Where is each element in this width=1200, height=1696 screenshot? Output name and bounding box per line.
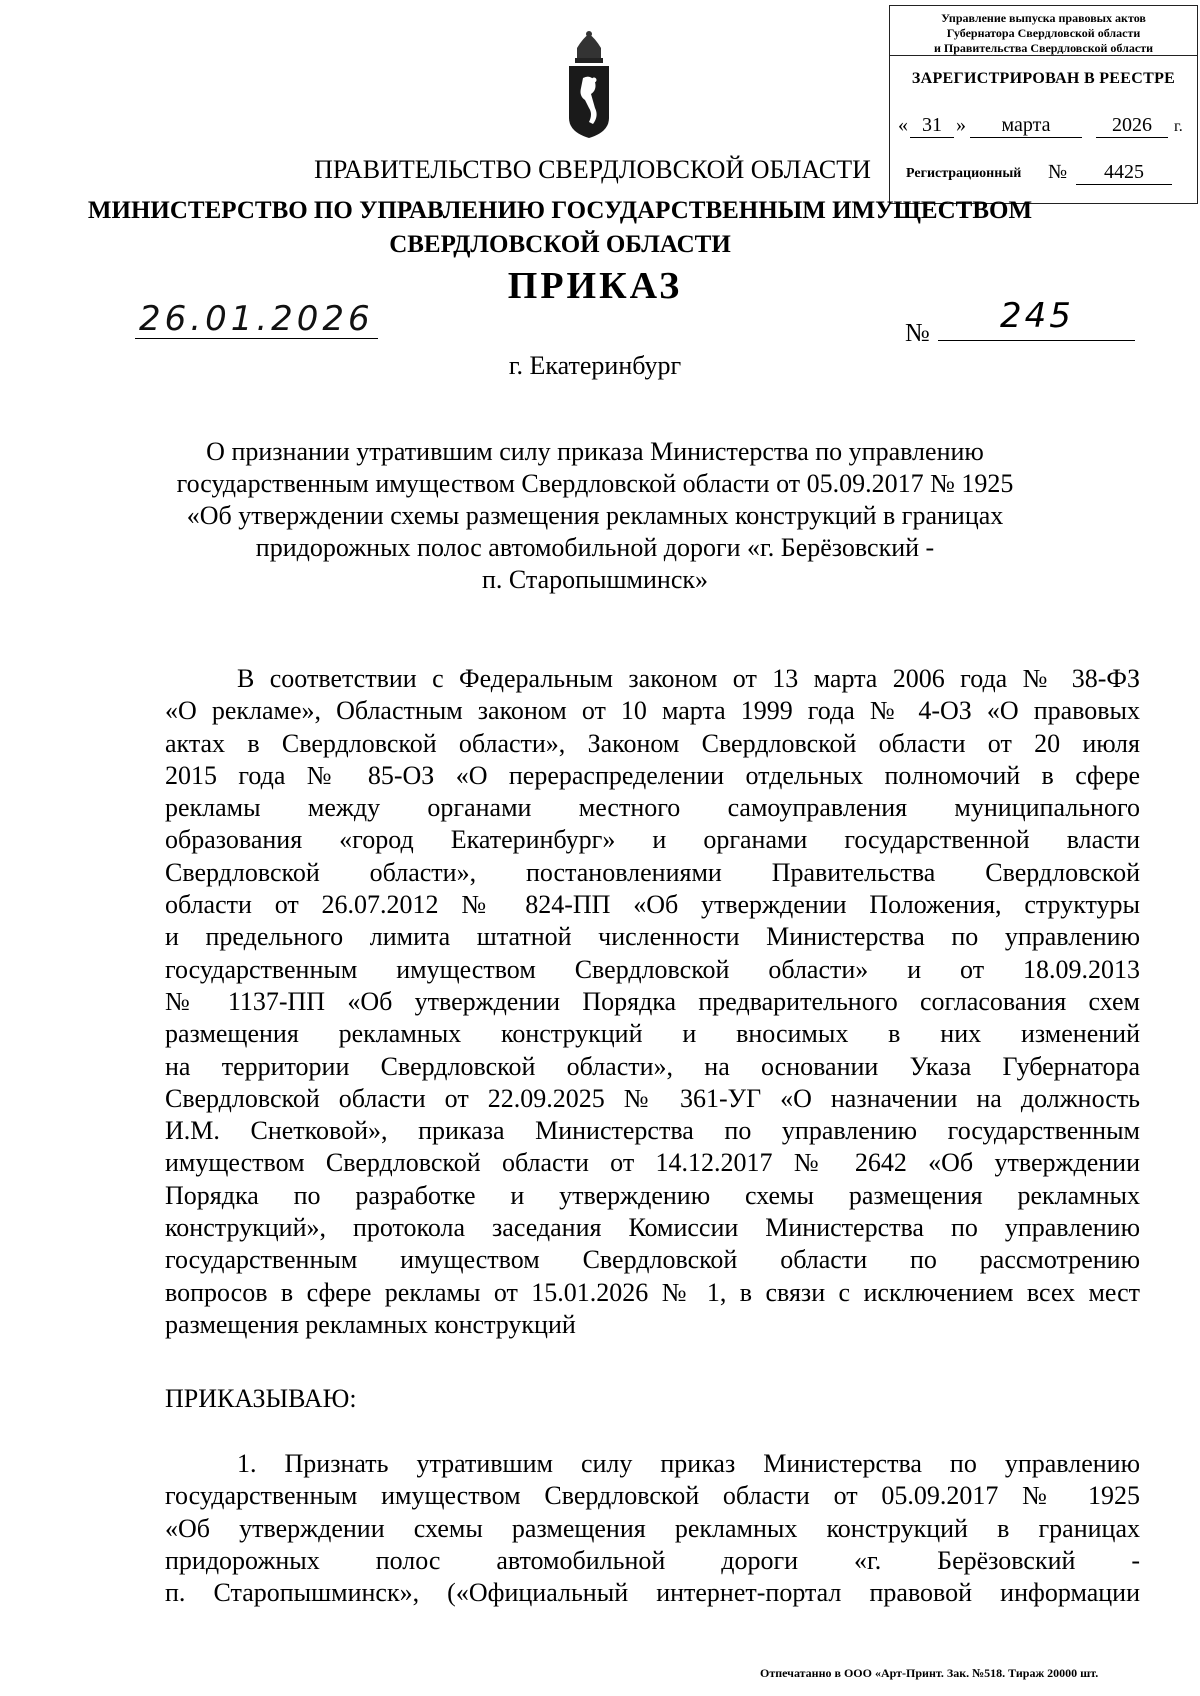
- preamble-line: рекламы между органами местного самоуправления муниципального: [165, 793, 1140, 823]
- preamble-line: имуществом Свердловской области от 14.12.2017 № 2642 «Об утверждении: [165, 1148, 1140, 1178]
- order-subject: [150, 436, 1040, 596]
- subject-line: государственным имуществом Свердловской области от 05.09.2017 № 1925: [176, 469, 1014, 498]
- preamble-line: на территории Свердловской области», на основании Указа Губернатора: [165, 1051, 1140, 1081]
- preamble-line: конструкций», протокола заседания Комиссии Министерства по управлению: [165, 1213, 1140, 1243]
- item-line: п. Старопышминск», («Официальный интернет-портал правовой информации: [165, 1578, 1140, 1608]
- stamp-reg-number: 4425: [1076, 161, 1172, 185]
- preamble-line: размещения рекламных конструкций: [165, 1309, 576, 1339]
- stamp-day: 31: [910, 114, 954, 138]
- preamble-line: В соответствии с Федеральным законом от 13 марта 2006 года № 38-ФЗ: [237, 664, 1140, 693]
- subject-line: О признании утратившим силу приказа Министерства по управлению: [206, 437, 984, 466]
- preamble-line: И.М. Снетковой», приказа Министерства по управлению государственным: [165, 1116, 1140, 1146]
- preamble-line: Свердловской области от 22.09.2025 № 361-УГ «О назначении на должность: [165, 1083, 1140, 1113]
- coat-of-arms-emblem: [563, 30, 615, 140]
- preamble-line: государственным имуществом Свердловской области» и от 18.09.2013: [165, 954, 1140, 984]
- stamp-reg-label: Регистрационный: [906, 166, 1022, 181]
- preamble-paragraph: [165, 663, 1140, 1341]
- preamble-line: Свердловской области», постановлениями Правительства Свердловской: [165, 857, 1140, 887]
- preamble-line: размещения рекламных конструкций и вносимых в них изменений: [165, 1019, 1140, 1049]
- stamp-header-line: и Правительства Свердловской области: [934, 41, 1153, 55]
- stamp-close-quote: »: [956, 114, 966, 136]
- subject-line: придорожных полос автомобильной дороги «г. Берёзовский -: [255, 533, 935, 562]
- number-label: №: [905, 318, 930, 347]
- stamp-year: 2026: [1096, 114, 1168, 138]
- item-line: государственным имуществом Свердловской области от 05.09.2017 № 1925: [165, 1481, 1140, 1511]
- stamp-header-line: Губернатора Свердловской области: [946, 26, 1141, 40]
- handwritten-date: 26.01.2026: [135, 300, 378, 339]
- preamble-line: государственным имуществом Свердловской области по рассмотрению: [165, 1245, 1140, 1275]
- handwritten-number: 245: [1000, 296, 1074, 336]
- preamble-line: 2015 года № 85-ОЗ «О перераспределении отдельных полномочий в сфере: [165, 760, 1140, 790]
- preamble-line: «О рекламе», Областным законом от 10 марта 1999 года № 4-ОЗ «О правовых: [165, 696, 1140, 726]
- item-line: «Об утверждении схемы размещения рекламных конструкций в границах: [165, 1513, 1140, 1543]
- city: г. Екатеринбург: [508, 351, 682, 380]
- stamp-header: [890, 6, 1197, 56]
- stamp-header-line: Управление выпуска правовых актов: [941, 11, 1146, 25]
- preamble-line: и предельного лимита штатной численности Министерства по управлению: [165, 922, 1140, 952]
- subject-line: «Об утверждении схемы размещения рекламных конструкций в границах: [186, 501, 1004, 530]
- order-item-1: [165, 1448, 1140, 1609]
- item-line: придорожных полос автомобильной дороги «г. Берёзовский -: [165, 1545, 1140, 1575]
- stamp-month: марта: [970, 114, 1082, 138]
- stamp-registered-text: ЗАРЕГИСТРИРОВАН В РЕЕСТРЕ: [911, 70, 1176, 87]
- preamble-line: № 1137-ПП «Об утверждении Порядка предварительного согласования схем: [165, 986, 1140, 1016]
- ministry-title-line: МИНИСТЕРСТВО ПО УПРАВЛЕНИЮ ГОСУДАРСТВЕННЫМ ИМУЩЕСТВОМ: [87, 197, 1033, 224]
- preamble-line: Порядка по разработке и утверждению схемы размещения рекламных: [165, 1180, 1140, 1210]
- stamp-year-suffix: г.: [1174, 118, 1183, 135]
- ministry-title-line: СВЕРДЛОВСКОЙ ОБЛАСТИ: [389, 231, 731, 258]
- stamp-num-sign: №: [1048, 161, 1068, 183]
- government-title: ПРАВИТЕЛЬСТВО СВЕРДЛОВСКОЙ ОБЛАСТИ: [314, 155, 871, 184]
- document-type: ПРИКАЗ: [507, 265, 683, 307]
- preamble-line: вопросов в сфере рекламы от 15.01.2026 № 1, в связи с исключением всех мест: [165, 1277, 1140, 1307]
- stamp-date-row: [898, 114, 1191, 140]
- ministry-title: [60, 194, 1060, 262]
- item-line: 1. Признать утратившим силу приказ Министерства по управлению: [237, 1449, 1140, 1478]
- preamble-line: образования «город Екатеринбург» и органами государственной власти: [165, 825, 1140, 855]
- order-word: ПРИКАЗЫВАЮ:: [165, 1384, 357, 1413]
- subject-line: п. Старопышминск»: [482, 565, 708, 594]
- stamp-open-quote: «: [898, 114, 908, 136]
- preamble-line: области от 26.07.2012 № 824-ПП «Об утверждении Положения, структуры: [165, 890, 1140, 920]
- preamble-line: актах в Свердловской области», Законом Свердловской области от 20 июля: [165, 728, 1140, 758]
- print-footer: Отпечатанно в ООО «Арт-Принт. Зак. №518. Тираж 20000 шт.: [760, 1666, 1099, 1680]
